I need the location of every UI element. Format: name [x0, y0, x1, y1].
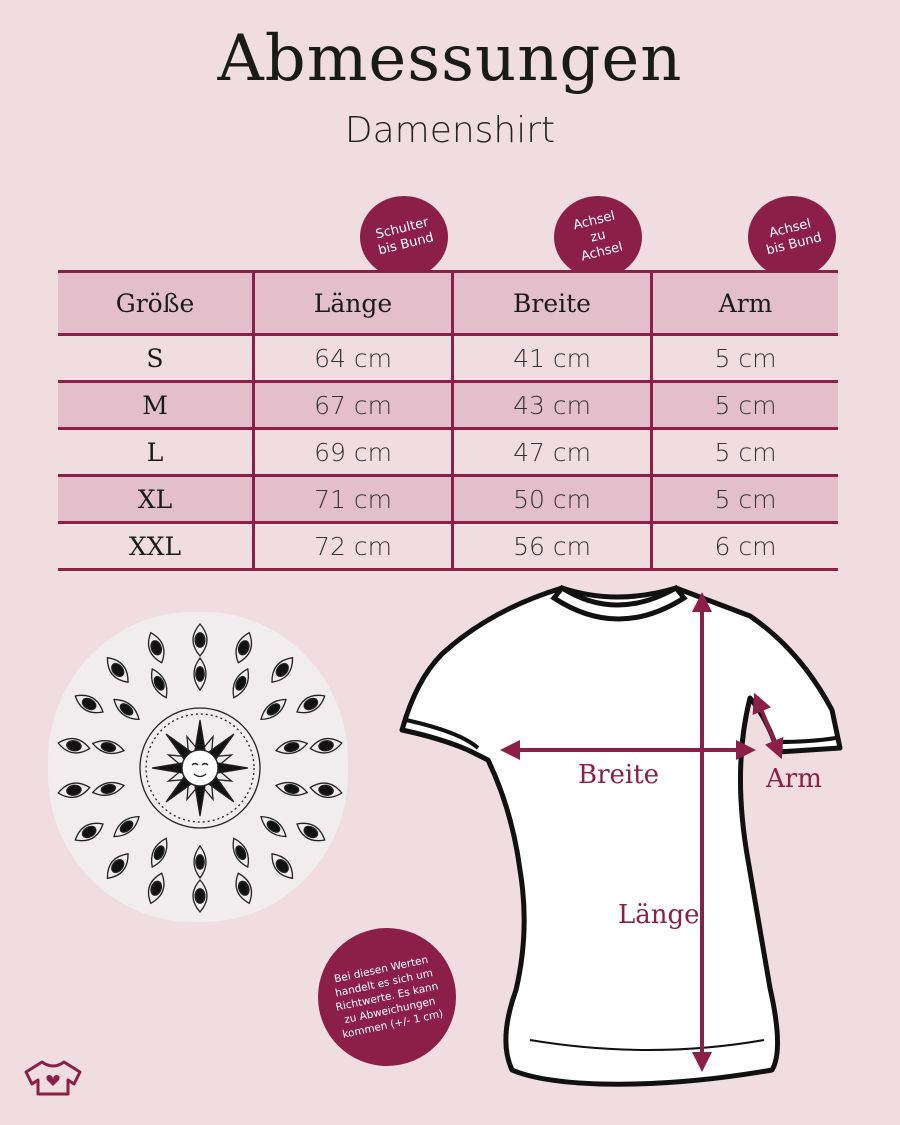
header-groesse: Größe — [58, 272, 254, 335]
cell-breite: 47 cm — [453, 429, 652, 476]
table-row — [58, 382, 838, 429]
table-row — [58, 523, 838, 570]
badge-arm — [748, 196, 836, 278]
badge-laenge-text: Schulter bis Bund — [373, 214, 435, 259]
cell-laenge: 71 cm — [254, 476, 453, 523]
laenge-label: Länge — [618, 900, 700, 930]
cell-size: XL — [58, 476, 254, 523]
cell-size: XXL — [58, 523, 254, 570]
cell-breite: 56 cm — [453, 523, 652, 570]
header-arm: Arm — [652, 272, 839, 335]
badge-laenge — [360, 196, 448, 278]
table-row — [58, 476, 838, 523]
cell-breite: 41 cm — [453, 335, 652, 382]
cell-laenge: 64 cm — [254, 335, 453, 382]
cell-breite: 43 cm — [453, 382, 652, 429]
mandala-sun-icon — [50, 618, 350, 918]
cell-arm: 6 cm — [652, 523, 839, 570]
badge-arm-text: Achsel bis Bund — [764, 216, 823, 259]
tshirt-outline — [402, 588, 840, 1084]
breite-label: Breite — [578, 760, 660, 790]
arm-label: Arm — [766, 764, 822, 794]
header-breite: Breite — [453, 272, 652, 335]
cell-laenge: 69 cm — [254, 429, 453, 476]
disclaimer-text: Bei diesen Werten handelt es sich um Richtwerte. Es kann zu Abweichungen kommen (+/- 1 cm) — [333, 953, 445, 1041]
cell-size: M — [58, 382, 254, 429]
size-table — [58, 270, 838, 571]
cell-arm: 5 cm — [652, 429, 839, 476]
cell-arm: 5 cm — [652, 382, 839, 429]
badge-breite — [554, 196, 642, 278]
cell-breite: 50 cm — [453, 476, 652, 523]
table-row — [58, 429, 838, 476]
cell-arm: 5 cm — [652, 335, 839, 382]
header-laenge: Länge — [254, 272, 453, 335]
badge-breite-text: Achsel zu Achsel — [571, 208, 625, 265]
cell-size: S — [58, 335, 254, 382]
cell-laenge: 72 cm — [254, 523, 453, 570]
table-row — [58, 335, 838, 382]
page-title: Abmessungen — [217, 22, 683, 96]
disclaimer-badge — [318, 928, 456, 1066]
cell-laenge: 67 cm — [254, 382, 453, 429]
page-subtitle: Damenshirt — [344, 110, 556, 151]
cell-arm: 5 cm — [652, 476, 839, 523]
table-header-row — [58, 272, 838, 335]
shirt-heart-logo-icon — [22, 1058, 84, 1098]
cell-size: L — [58, 429, 254, 476]
